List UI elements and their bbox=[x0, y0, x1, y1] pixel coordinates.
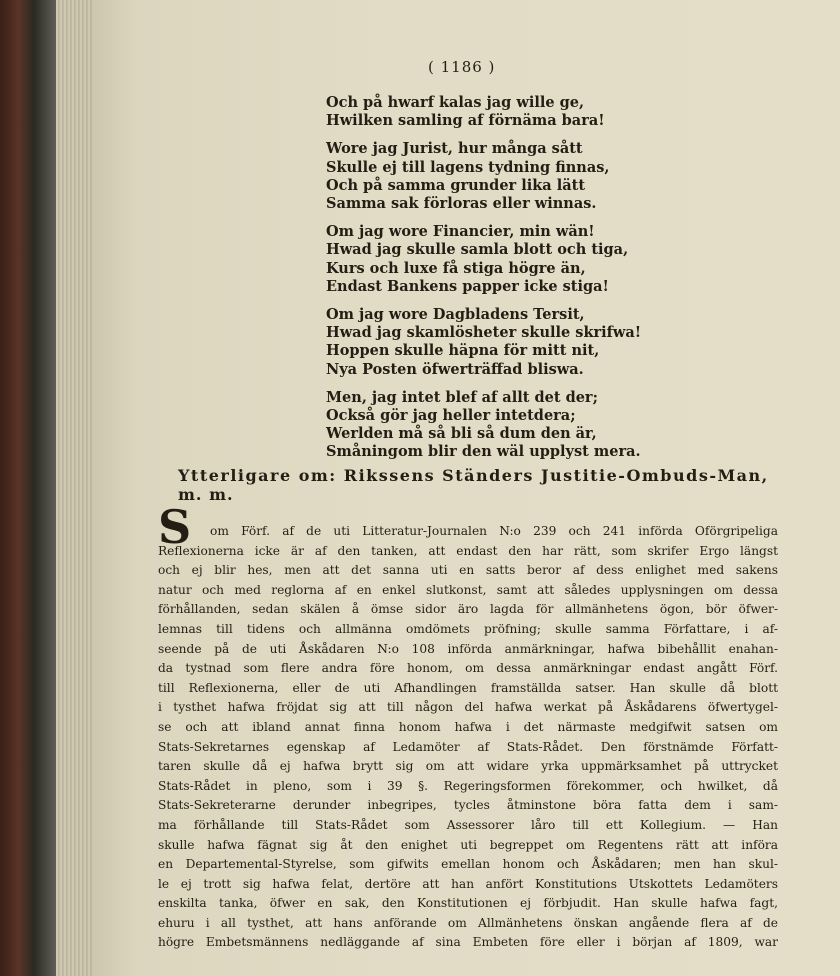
prose-line: enskilta tanka, öfwer en sak, den Konstitutionen ej förbjudit. Han skulle hafwa fagt, bbox=[158, 896, 778, 911]
verse-line: Och på hwarf kalas jag wille ge, bbox=[326, 94, 585, 111]
verse-line: Hwad jag skamlösheter skulle skrifwa! bbox=[326, 324, 642, 342]
prose-line: lemnas till tidens och allmänna omdömets pröfning; skulle samma Författare, i af- bbox=[158, 621, 778, 636]
article-heading bbox=[178, 466, 778, 504]
prose-line: en Departemental-Styrelse, som gifwits emellan honom och Åskådaren; men han skul- bbox=[158, 857, 778, 872]
article-body bbox=[158, 522, 778, 953]
prose-line: till Reflexionerna, eller de uti Afhandlingen framställda satser. Han skulle då blott bbox=[158, 680, 778, 695]
verse-line: Hoppen skulle häpna för mitt nit, bbox=[326, 342, 600, 360]
prose-line: le ej trott sig hafwa felat, dertöre att han anfört Konstitutions Utskottets Ledamöters bbox=[158, 876, 778, 891]
verse-line: Hwad jag skulle samla blott och tiga, bbox=[326, 241, 629, 259]
prose-line: skulle hafwa fägnat sig åt den enighet uti begreppet om Regentens rätt att införa bbox=[158, 837, 778, 852]
verse-line: Endast Bankens papper icke stiga! bbox=[326, 277, 609, 295]
prose-line: da tystnad som flere andra före honom, om dessa anmärkningar endast angått Förf. bbox=[158, 661, 778, 676]
book-page bbox=[92, 0, 840, 976]
poem-stanza-4 bbox=[326, 306, 666, 379]
prose-line: Reflexionerna icke är af den tanken, att endast den har rätt, som skrifer Ergo längst bbox=[158, 543, 778, 558]
page-number: ( 1186 ) bbox=[428, 58, 496, 76]
verse-line: Wore jag Jurist, hur många sått bbox=[326, 140, 583, 158]
poem-stanza-1 bbox=[326, 94, 666, 130]
prose-line: förhållanden, sedan skälen å ömse sidor äro lagda för allmänhetens ögon, bör öfwer- bbox=[158, 602, 778, 617]
drop-cap: S bbox=[158, 500, 192, 554]
verse-line: Samma sak förloras eller winnas. bbox=[326, 195, 597, 213]
verse-line: Och på samma grunder lika lätt bbox=[326, 176, 586, 194]
prose-line: natur och med reglorna af en enkel slutkonst, samt att således upplysningen om dessa bbox=[158, 582, 778, 597]
prose-line: om Förf. af de uti Litteratur-Journalen N:o 239 och 241 införda Oförgripeliga bbox=[210, 524, 778, 538]
verse-line: Hwilken samling af förnäma bara! bbox=[326, 112, 605, 130]
verse-line: Nya Posten öfwerträffad bliswa. bbox=[326, 360, 584, 378]
prose-line: se och att ibland annat finna honom hafwa i det närmaste medgifwit satsen om bbox=[158, 719, 778, 734]
prose-line: och ej blir hes, men att det sanna uti en satts beror af dess enlighet med sakens bbox=[158, 563, 778, 578]
article-heading-line: Ytterligare om: Rikssens Ständers Justitie-Ombuds-Man, bbox=[178, 466, 769, 485]
prose-line: ehuru i all tysthet, att hans anförande om Allmänhetens önskan angående flera af de bbox=[158, 915, 778, 930]
verse-line: Småningom blir den wäl upplyst mera. bbox=[326, 443, 641, 461]
verse-line: Också gör jag heller intetdera; bbox=[326, 407, 576, 425]
article-heading-line: m. m. bbox=[178, 485, 234, 504]
verse-line: Om jag wore Dagbladens Tersit, bbox=[326, 306, 585, 324]
book-cover-edge bbox=[0, 0, 62, 976]
verse-line: Om jag wore Financier, min wän! bbox=[326, 223, 595, 241]
verse-line: Men, jag intet blef af allt det der; bbox=[326, 388, 598, 406]
prose-line: i tysthet hafwa fröjdat sig att till någon del hafwa werkat på Åskådarens öfwertygel- bbox=[158, 700, 778, 715]
poem bbox=[326, 94, 666, 472]
prose-line: Stats-Sekretarnes egenskap af Ledamöter af Stats-Rådet. Den förstnämde Författ- bbox=[158, 739, 778, 754]
poem-stanza-5 bbox=[326, 389, 666, 462]
prose-line: Stats-Rådet in pleno, som i 39 §. Regeringsformen förekommer, och hwilket, då bbox=[158, 778, 778, 793]
verse-line: Werlden må så bli så dum den är, bbox=[326, 425, 597, 443]
prose-line: ma förhållande till Stats-Rådet som Assessorer låro till ett Kollegium. — Han bbox=[158, 817, 778, 832]
verse-line: Skulle ej till lagens tydning finnas, bbox=[326, 158, 610, 176]
prose-line: högre Embetsmännens nedläggande af sina Embeten före eller i början af 1809, war bbox=[158, 935, 778, 950]
prose-line: seende på de uti Åskådaren N:o 108 införda anmärkningar, hafwa bibehållit enahan- bbox=[158, 641, 778, 656]
poem-stanza-3 bbox=[326, 223, 666, 296]
prose-line: Stats-Sekreterarne derunder inbegripes, tycles åtminstone böra fatta dem i sam- bbox=[158, 798, 778, 813]
poem-stanza-2 bbox=[326, 140, 666, 213]
verse-line: Kurs och luxe få stiga högre än, bbox=[326, 259, 586, 277]
prose-line: taren skulle då ej hafwa brytt sig om att widare yrka uppmärksamhet på uttrycket bbox=[158, 759, 778, 774]
